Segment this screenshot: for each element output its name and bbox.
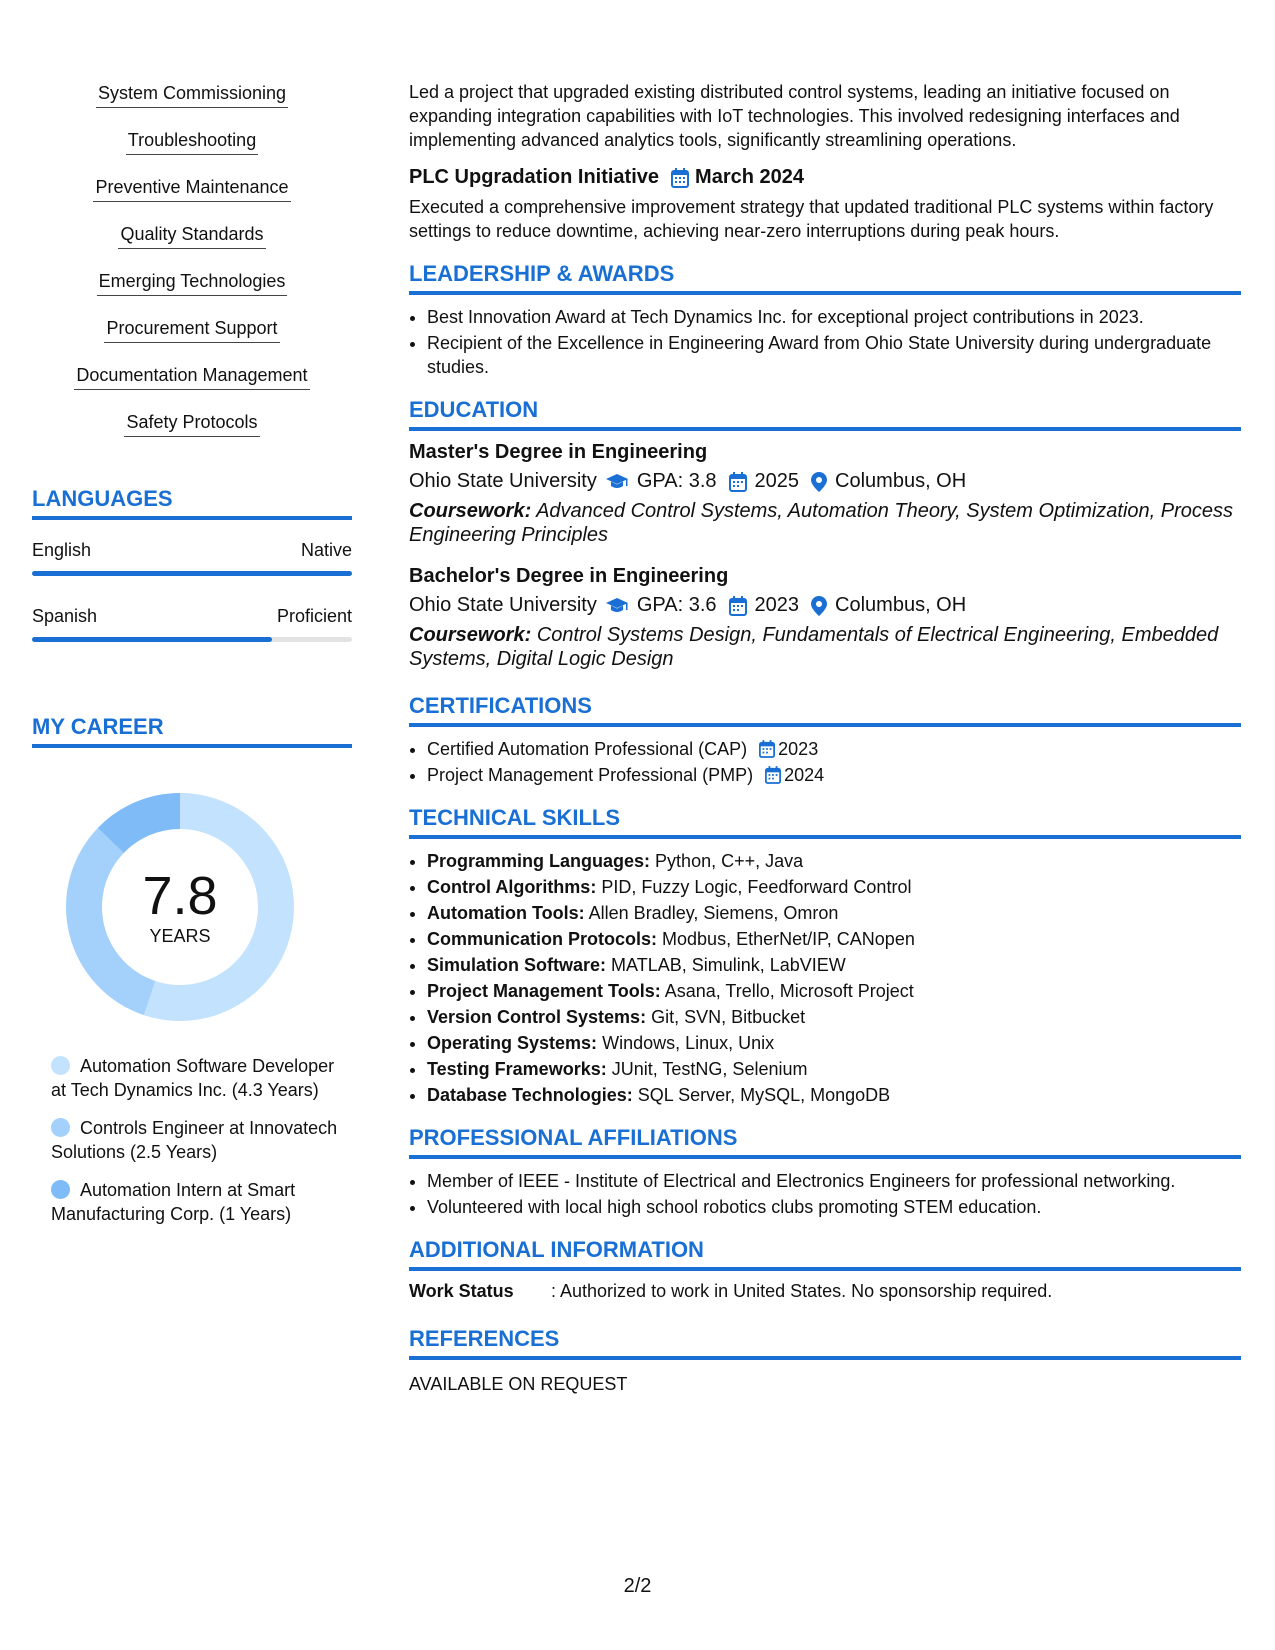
list-item	[427, 849, 1241, 873]
legend-label: Automation Intern at Smart Manufacturing Corp. (1 Years)	[51, 1180, 296, 1224]
project-description: Executed a comprehensive improvement strategy that updated traditional PLC systems within factory settings to reduce downtime, achieving near-zero interruptions during peak hours.	[409, 197, 1214, 241]
leadership-list	[409, 305, 1241, 379]
school-location: Columbus, OH	[835, 594, 967, 616]
skill-label: Database Technologies:	[427, 1085, 633, 1105]
career-donut	[65, 792, 295, 1022]
education-entry	[409, 565, 1241, 671]
skill-tag: Documentation Management	[74, 362, 309, 390]
work-status-value: : Authorized to work in United States. No sponsorship required.	[551, 1281, 1053, 1301]
skills-list	[32, 80, 352, 456]
page-number: 2/2	[623, 1575, 652, 1597]
cert-year: 2023	[778, 739, 819, 759]
list-item	[427, 979, 1241, 1003]
graduation-year: 2025	[754, 470, 800, 492]
project-title-row	[409, 166, 1241, 189]
graduation-year: 2023	[754, 594, 800, 616]
skill-label: Operating Systems:	[427, 1033, 598, 1053]
career-legend	[51, 1054, 351, 1226]
skill-label: Project Management Tools:	[427, 981, 661, 1001]
certifications-list	[409, 737, 1241, 787]
skill-tag: System Commissioning	[96, 80, 288, 108]
legend-label: Controls Engineer at Innovatech Solutions (2.5 Years)	[51, 1118, 338, 1162]
skill-value: Python, C++, Java	[655, 851, 804, 871]
skill-tag: Quality Standards	[118, 221, 265, 249]
certifications-heading: CERTIFICATIONS	[409, 693, 1241, 727]
gpa: GPA: 3.6	[636, 594, 717, 616]
list-item	[427, 1083, 1241, 1107]
skill-value: Modbus, EtherNet/IP, CANopen	[662, 929, 915, 949]
language-bar	[32, 637, 352, 642]
language-item	[32, 540, 352, 576]
references-heading: REFERENCES	[409, 1326, 1241, 1360]
degree-title: Master's Degree in Engineering	[409, 441, 708, 463]
skill-value: Allen Bradley, Siemens, Omron	[588, 903, 839, 923]
skill-value: Git, SVN, Bitbucket	[651, 1007, 806, 1027]
languages-heading: LANGUAGES	[32, 486, 352, 520]
skill-tag: Procurement Support	[104, 315, 279, 343]
skill-tag: Preventive Maintenance	[93, 174, 290, 202]
graduation-cap-icon	[605, 597, 629, 615]
skill-value: JUnit, TestNG, Selenium	[611, 1059, 808, 1079]
language-bar	[32, 571, 352, 576]
legend-item	[51, 1054, 351, 1102]
language-bar-fill	[32, 637, 272, 642]
coursework	[409, 623, 1241, 671]
coursework-label: Coursework:	[409, 500, 532, 522]
skill-value: Asana, Trello, Microsoft Project	[664, 981, 914, 1001]
coursework-label: Coursework:	[409, 624, 532, 646]
cert-name: • Certified Automation Professional (CAP)	[427, 739, 748, 759]
references-text: AVAILABLE ON REQUEST	[409, 1374, 628, 1394]
technical-skills-list	[409, 849, 1241, 1107]
list-item: • Volunteered with local high school robotics clubs promoting STEM education.	[427, 1195, 1241, 1219]
calendar-icon	[671, 168, 689, 188]
skill-value: SQL Server, MySQL, MongoDB	[637, 1085, 891, 1105]
graduation-cap-icon	[605, 473, 629, 491]
skill-tag: Troubleshooting	[126, 127, 258, 155]
school-name: Ohio State University	[409, 470, 597, 492]
education-heading: EDUCATION	[409, 397, 1241, 431]
legend-label: Automation Software Developer at Tech Dynamics Inc. (4.3 Years)	[51, 1056, 335, 1100]
legend-dot	[51, 1056, 70, 1075]
additional-info-heading: ADDITIONAL INFORMATION	[409, 1237, 1241, 1271]
calendar-icon	[759, 740, 775, 758]
list-item	[427, 763, 1241, 787]
list-item: • Member of IEEE - Institute of Electrical and Electronics Engineers for professional networking.	[427, 1169, 1241, 1193]
coursework-text: Advanced Control Systems, Automation Theory, System Optimization, Process Engineering Principles	[409, 500, 1234, 546]
skill-label: Control Algorithms:	[427, 877, 597, 897]
legend-item	[51, 1178, 351, 1226]
affiliations-list	[409, 1169, 1241, 1219]
coursework	[409, 499, 1241, 547]
degree-title: Bachelor's Degree in Engineering	[409, 565, 729, 587]
calendar-icon	[729, 596, 747, 616]
gpa: GPA: 3.8	[636, 470, 717, 492]
skill-value: PID, Fuzzy Logic, Feedforward Control	[601, 877, 912, 897]
skill-label: Version Control Systems:	[427, 1007, 647, 1027]
skill-label: Programming Languages:	[427, 851, 651, 871]
legend-dot	[51, 1180, 70, 1199]
leadership-heading: LEADERSHIP & AWARDS	[409, 261, 1241, 295]
location-pin-icon	[811, 472, 827, 492]
left-column	[32, 80, 352, 1240]
language-bar-fill	[32, 571, 352, 576]
language-item	[32, 606, 352, 642]
list-item	[427, 1057, 1241, 1081]
technical-skills-heading: TECHNICAL SKILLS	[409, 805, 1241, 839]
language-level: Proficient	[276, 606, 352, 626]
affiliations-heading: PROFESSIONAL AFFILIATIONS	[409, 1125, 1241, 1159]
skill-value: MATLAB, Simulink, LabVIEW	[611, 955, 846, 975]
calendar-icon	[765, 766, 781, 784]
skill-tag: Emerging Technologies	[97, 268, 288, 296]
skill-label: Testing Frameworks:	[427, 1059, 607, 1079]
right-column	[409, 80, 1241, 1396]
language-name: Spanish	[32, 606, 98, 626]
list-item	[427, 901, 1241, 925]
project-title: PLC Upgradation Initiative	[409, 166, 660, 188]
skill-label: Communication Protocols:	[427, 929, 658, 949]
school-location: Columbus, OH	[835, 470, 967, 492]
career-total: 7.8	[142, 865, 218, 926]
list-item	[427, 1005, 1241, 1029]
list-item	[427, 1031, 1241, 1055]
skill-label: Simulation Software:	[427, 955, 607, 975]
skill-tag: Safety Protocols	[124, 409, 259, 437]
career-heading: MY CAREER	[32, 714, 352, 748]
school-name: Ohio State University	[409, 594, 597, 616]
legend-item	[51, 1116, 351, 1164]
list-item	[427, 953, 1241, 977]
list-item	[427, 927, 1241, 951]
list-item	[427, 737, 1241, 761]
work-status-row	[409, 1281, 1241, 1302]
cert-year: 2024	[784, 765, 825, 785]
skill-label: Automation Tools:	[427, 903, 585, 923]
list-item: • Best Innovation Award at Tech Dynamics Inc. for exceptional project contributions in 2023.	[427, 305, 1241, 329]
education-entry	[409, 441, 1241, 547]
list-item: • Recipient of the Excellence in Engineering Award from Ohio State University during undergraduate studies.	[427, 331, 1241, 379]
coursework-text: Control Systems Design, Fundamentals of Electrical Engineering, Embedded Systems, Digital Logic Design	[409, 624, 1219, 670]
skill-value: Windows, Linux, Unix	[602, 1033, 775, 1053]
project-intro: Led a project that upgraded existing distributed control systems, leading an initiative focused on expanding integration capabilities with IoT technologies. This involved redesigning interfaces and implementing advanced analytics tools, significantly streamlining operations.	[409, 82, 1180, 150]
language-level: Native	[300, 540, 352, 560]
language-name: English	[32, 540, 92, 560]
calendar-icon	[729, 472, 747, 492]
legend-dot	[51, 1118, 70, 1137]
list-item	[427, 875, 1241, 899]
project-date: March 2024	[695, 166, 804, 188]
cert-name: • Project Management Professional (PMP)	[427, 765, 754, 785]
location-pin-icon	[811, 596, 827, 616]
career-unit: YEARS	[149, 925, 211, 946]
work-status-label: Work Status	[409, 1281, 514, 1301]
